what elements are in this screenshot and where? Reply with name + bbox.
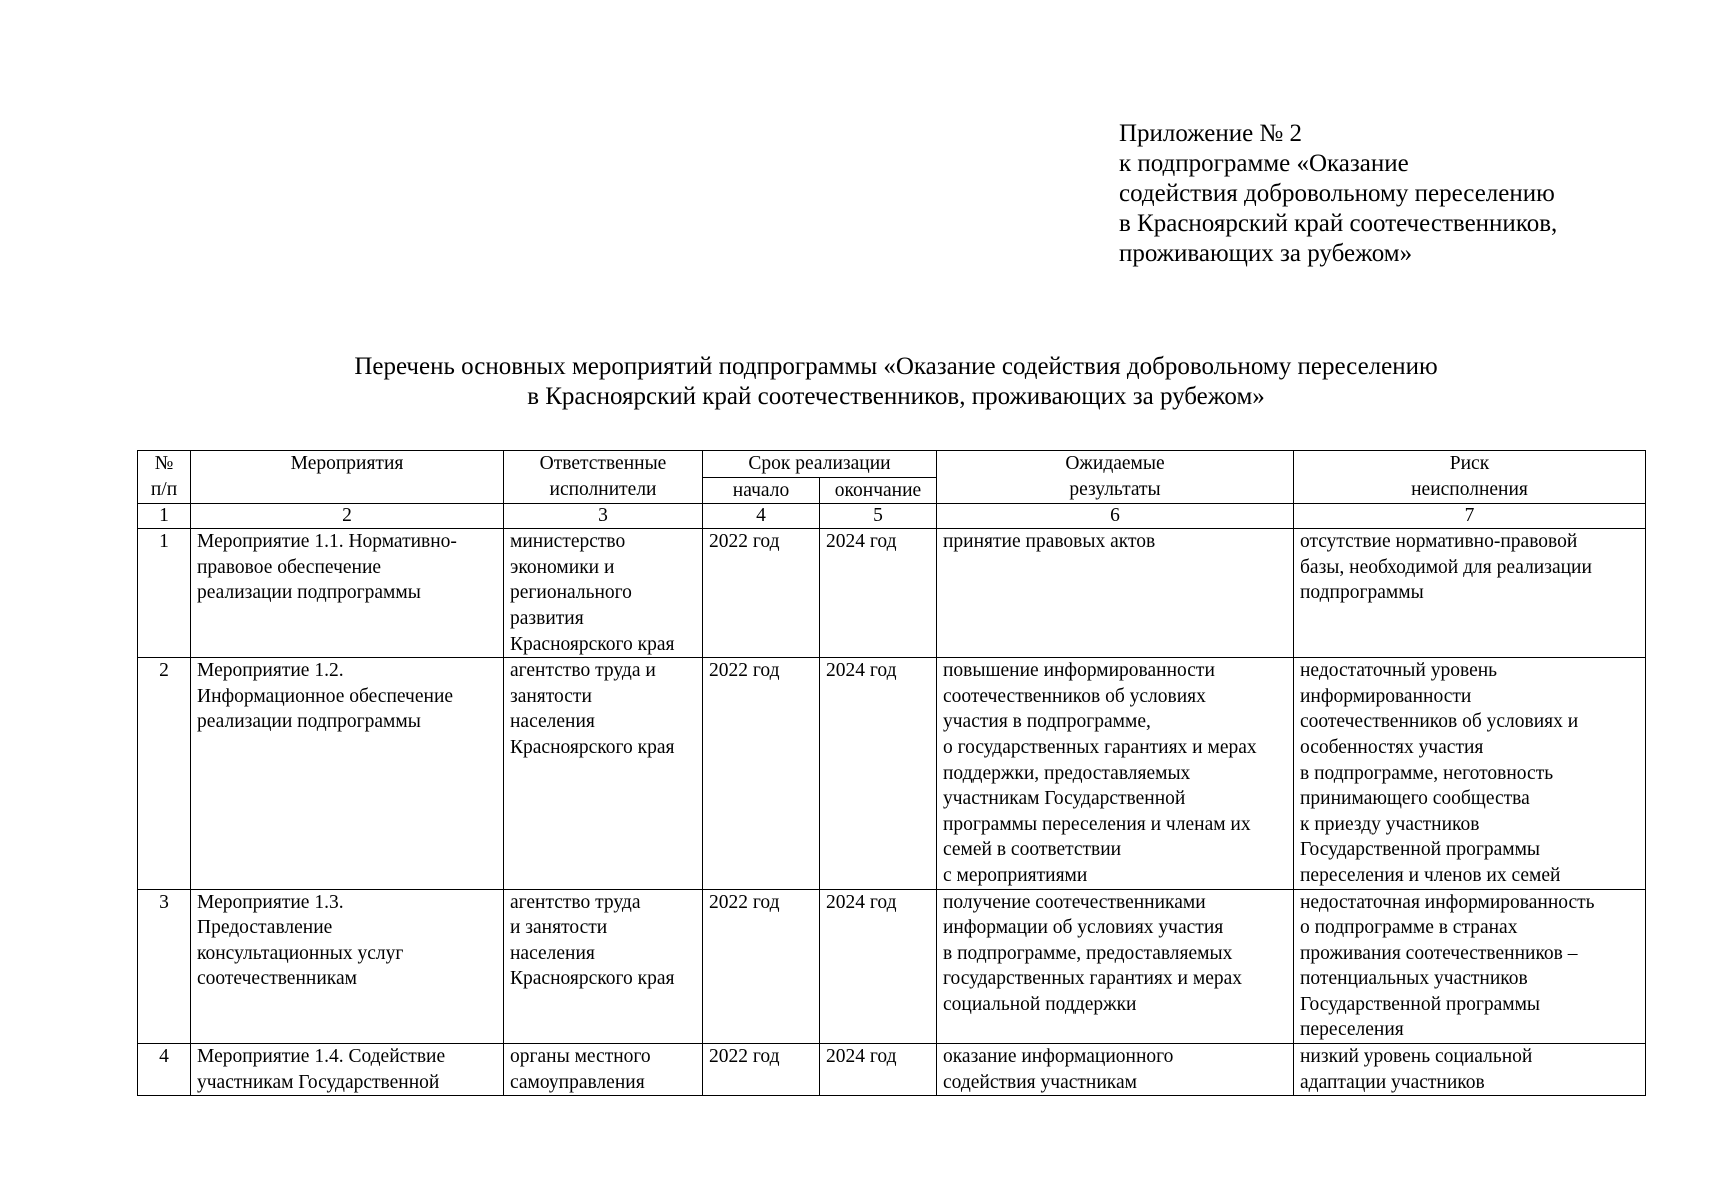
header-end: окончание [820,477,937,504]
start-cell: 2022 год [703,1044,820,1096]
event-cell: Мероприятие 1.2. Информационное обеспечение реализации подпрограммы [191,658,504,889]
header-num: № п/п [138,451,191,504]
end-cell: 2024 год [820,889,937,1044]
column-number: 3 [504,504,703,529]
appendix-line: содействия добровольному переселению [1119,180,1555,207]
column-number: 1 [138,504,191,529]
risk-cell: недостаточная информированность о подпрограмме в странах проживания соотечественников – потенциальных участников Государственной программы переселения [1294,889,1646,1044]
appendix-block [1119,119,1557,269]
end-cell: 2024 год [820,529,937,658]
result-cell: принятие правовых актов [937,529,1294,658]
row-number: 4 [138,1044,191,1096]
column-number: 2 [191,504,504,529]
column-number: 7 [1294,504,1646,529]
risk-cell: недостаточный уровень информированности соотечественников об условиях и особенностях участия в подпрограмме, неготовность принимающего сообщества к приезду участников Государственной программы переселения и членов их семей [1294,658,1646,889]
header-executors: Ответственные исполнители [504,451,703,504]
result-cell: получение соотечественниками информации об условиях участия в подпрограмме, предоставляемых государственных гарантиях и мерах социальной поддержки [937,889,1294,1044]
appendix-line: к подпрограмме «Оказание [1119,150,1409,177]
executor-cell: органы местного самоуправления [504,1044,703,1096]
header-risk: Риск неисполнения [1294,451,1646,504]
column-number: 4 [703,504,820,529]
column-number: 5 [820,504,937,529]
appendix-line: проживающих за рубежом» [1119,240,1413,267]
header-start: начало [703,477,820,504]
table-row [138,889,1646,1044]
title-line-1: Перечень основных мероприятий подпрограммы «Оказание содействия добровольному переселению [354,353,1438,380]
executor-cell: министерство экономики и регионального развития Красноярского края [504,529,703,658]
risk-cell: отсутствие нормативно-правовой базы, необходимой для реализации подпрограммы [1294,529,1646,658]
appendix-line: Приложение № 2 [1119,120,1303,147]
event-cell: Мероприятие 1.4. Содействие участникам Государственной [191,1044,504,1096]
appendix-line: в Красноярский край соотечественников, [1119,210,1558,237]
column-number-row [138,504,1646,529]
header-period: Срок реализации [703,451,937,478]
start-cell: 2022 год [703,658,820,889]
end-cell: 2024 год [820,1044,937,1096]
table-row [138,658,1646,889]
end-cell: 2024 год [820,658,937,889]
header-row-1 [138,451,1646,478]
event-cell: Мероприятие 1.1. Нормативно- правовое обеспечение реализации подпрограммы [191,529,504,658]
header-results: Ожидаемые результаты [937,451,1294,504]
column-number: 6 [937,504,1294,529]
executor-cell: агентство труда и занятости населения Красноярского края [504,658,703,889]
table-row [138,529,1646,658]
event-cell: Мероприятие 1.3. Предоставление консультационных услуг соотечественникам [191,889,504,1044]
result-cell: оказание информационного содействия участникам [937,1044,1294,1096]
row-number: 3 [138,889,191,1044]
header-events: Мероприятия [191,451,504,504]
table-row [138,1044,1646,1096]
risk-cell: низкий уровень социальной адаптации участников [1294,1044,1646,1096]
document-title [0,352,1719,412]
start-cell: 2022 год [703,529,820,658]
events-table [137,450,1646,1096]
row-number: 2 [138,658,191,889]
row-number: 1 [138,529,191,658]
executor-cell: агентство труда и занятости населения Красноярского края [504,889,703,1044]
start-cell: 2022 год [703,889,820,1044]
title-line-2: в Красноярский край соотечественников, проживающих за рубежом» [527,383,1265,410]
result-cell: повышение информированности соотечественников об условиях участия в подпрограмме, о государственных гарантиях и мерах поддержки, предоставляемых участникам Государственной программы переселения и членам их семей в соответствии с мероприятиями [937,658,1294,889]
